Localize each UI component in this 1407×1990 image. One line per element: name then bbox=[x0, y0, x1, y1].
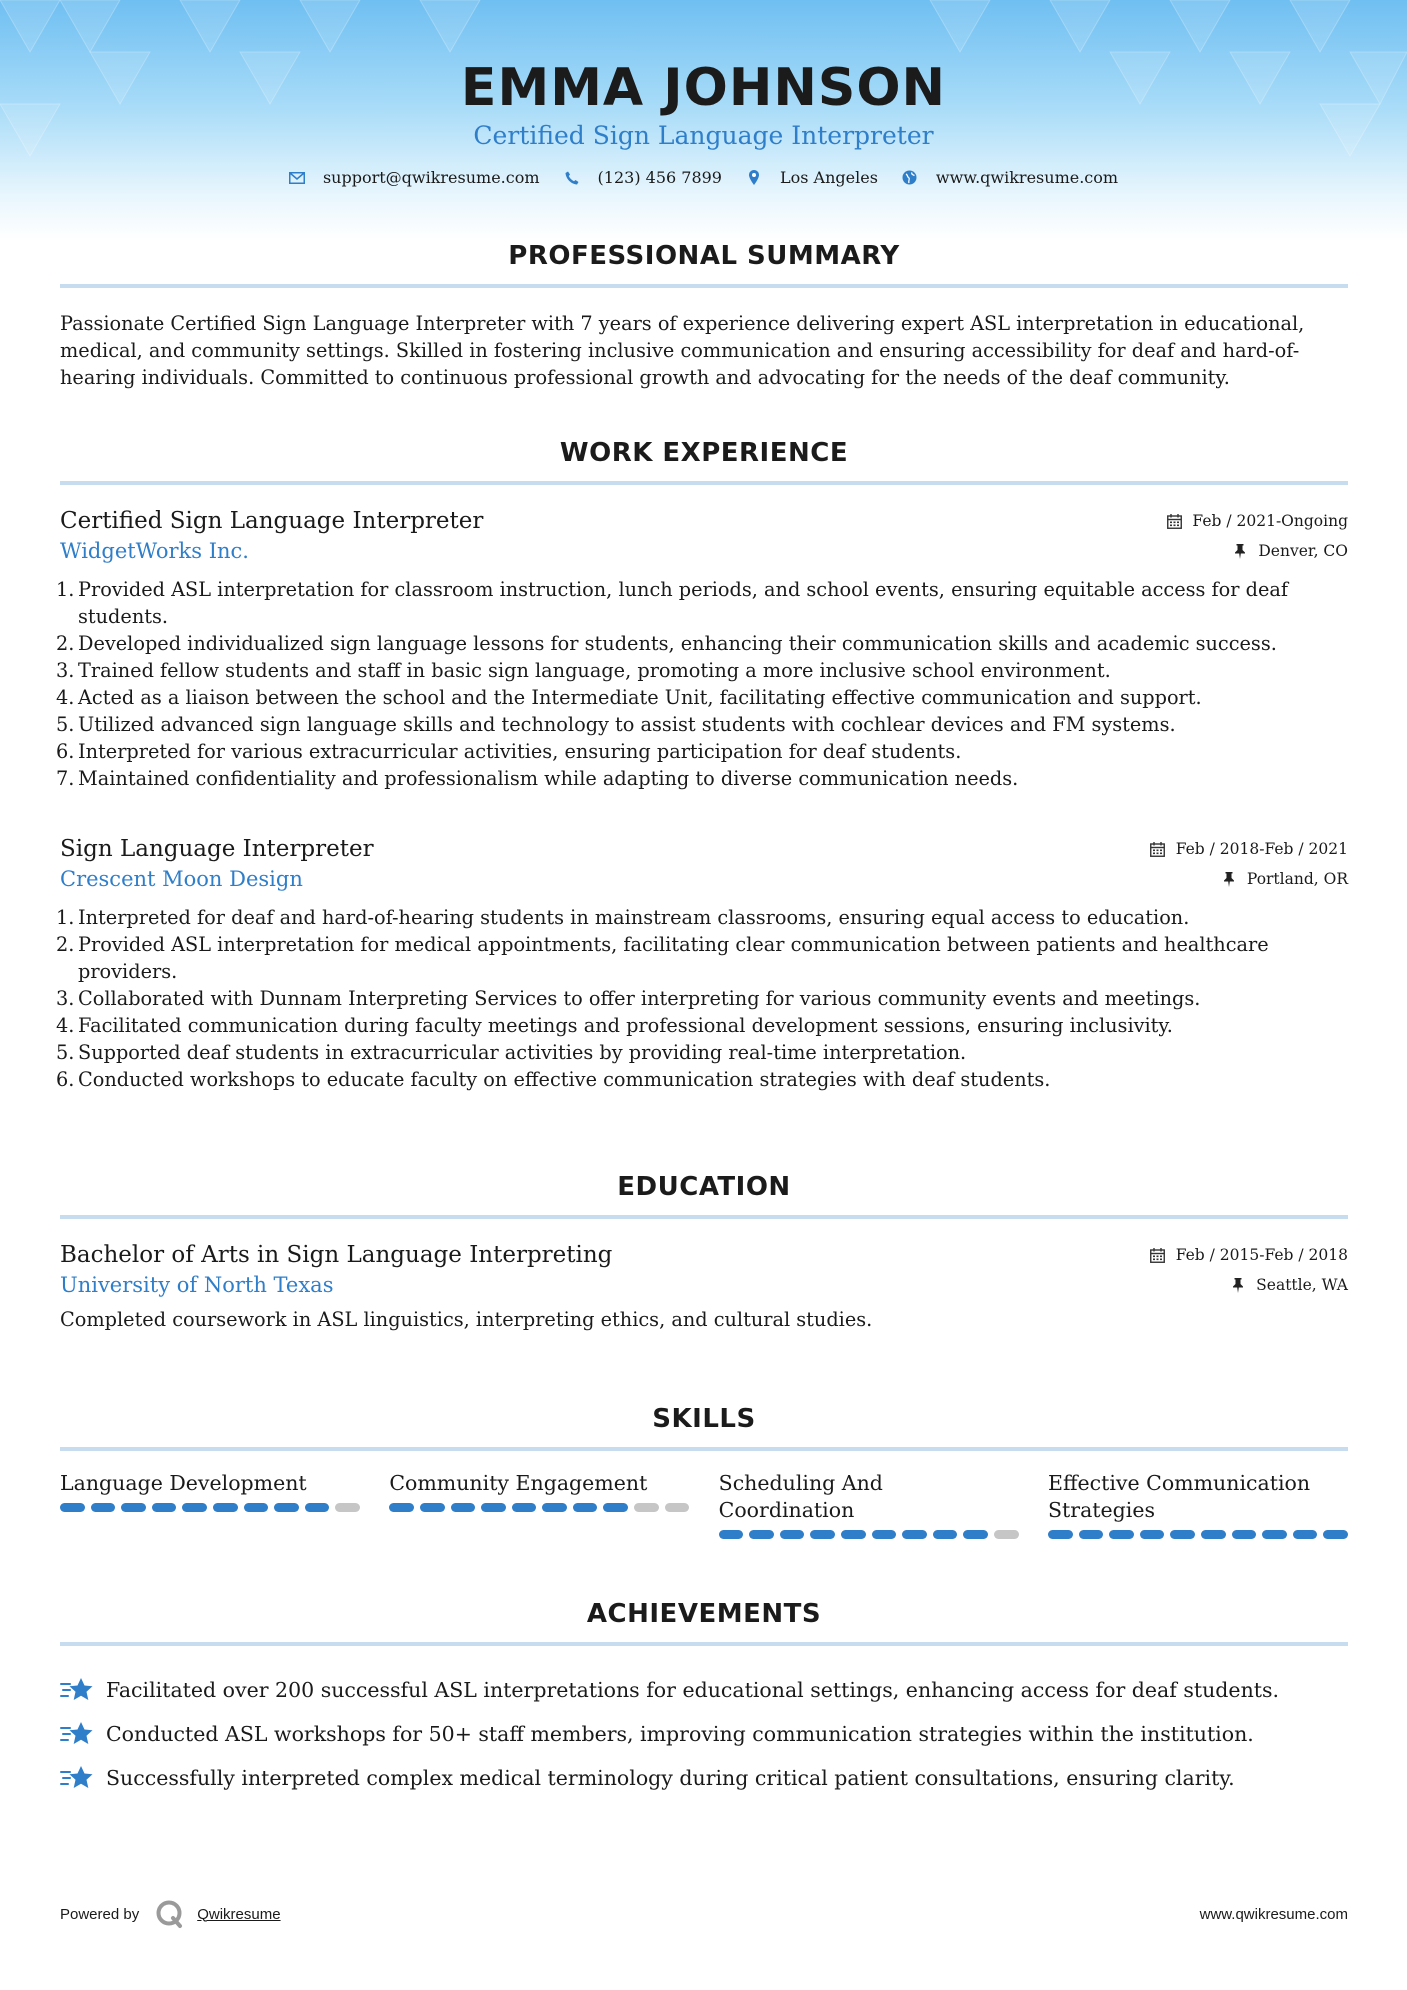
achievements-list bbox=[60, 1668, 1348, 1800]
job-location-text: Denver, CO bbox=[1258, 542, 1348, 560]
contact-website[interactable] bbox=[902, 168, 1118, 187]
skill-segment-filled bbox=[420, 1503, 445, 1512]
education-section-header bbox=[60, 1171, 1348, 1219]
skill-level-bar bbox=[1048, 1530, 1348, 1539]
skill-name: Effective Communication Strategies bbox=[1047, 1471, 1311, 1522]
list-item: 5. Supported deaf students in extracurricular activities by providing real-time interpretation. bbox=[56, 1041, 967, 1064]
skill-item bbox=[1048, 1470, 1348, 1539]
job-entry bbox=[56, 506, 1348, 792]
skill-segment-filled bbox=[603, 1503, 628, 1512]
footer-url[interactable]: www.qwikresume.com bbox=[1199, 1906, 1348, 1923]
list-item: 7. Maintained confidentiality and professionalism while adapting to diverse communication needs. bbox=[56, 767, 1019, 790]
education-dates-text: Feb / 2015-Feb / 2018 bbox=[1175, 1246, 1348, 1264]
skill-segment-filled bbox=[810, 1530, 835, 1539]
list-item: 3. Trained fellow students and staff in basic sign language, promoting a more inclusive school environment. bbox=[56, 659, 1111, 682]
skill-segment-filled bbox=[749, 1530, 774, 1539]
skill-segment-filled bbox=[451, 1503, 476, 1512]
skill-segment-filled bbox=[213, 1503, 238, 1512]
qwikresume-link[interactable]: Qwikresume bbox=[197, 1905, 281, 1923]
skill-segment-filled bbox=[780, 1530, 805, 1539]
skill-item bbox=[719, 1470, 1019, 1539]
skill-segment-filled bbox=[512, 1503, 537, 1512]
education-location bbox=[1230, 1276, 1348, 1294]
achievement-text: Facilitated over 200 successful ASL interpretations for educational settings, enhancing access for deaf students. bbox=[106, 1677, 1280, 1702]
skill-segment-empty bbox=[634, 1503, 659, 1512]
skill-segment-filled bbox=[182, 1503, 207, 1512]
list-item: 2. Provided ASL interpretation for medical appointments, facilitating clear communication between patients and healthcare providers. bbox=[56, 933, 1269, 983]
contact-email[interactable] bbox=[289, 168, 540, 187]
skills-grid bbox=[60, 1470, 1348, 1539]
skill-segment-empty bbox=[994, 1530, 1019, 1539]
education-description: Completed coursework in ASL linguistics, interpreting ethics, and cultural studies. bbox=[60, 1308, 873, 1331]
list-item: 6. Conducted workshops to educate faculty on effective communication strategies with deaf students. bbox=[56, 1068, 1051, 1091]
calendar-icon bbox=[1166, 513, 1182, 529]
job-location-text: Portland, OR bbox=[1246, 870, 1348, 888]
skill-item bbox=[60, 1470, 360, 1539]
skill-segment-filled bbox=[542, 1503, 567, 1512]
candidate-title: Certified Sign Language Interpreter bbox=[473, 121, 934, 150]
skill-segment-empty bbox=[665, 1503, 690, 1512]
job-company: WidgetWorks Inc. bbox=[60, 539, 249, 563]
skill-segment-filled bbox=[121, 1503, 146, 1512]
section-divider bbox=[60, 1215, 1348, 1219]
achievements-heading: ACHIEVEMENTS bbox=[586, 1599, 822, 1629]
skill-segment-filled bbox=[872, 1530, 897, 1539]
globe-icon bbox=[902, 170, 918, 186]
school-name: University of North Texas bbox=[60, 1273, 334, 1297]
skill-segment-filled bbox=[841, 1530, 866, 1539]
section-divider bbox=[60, 1642, 1348, 1646]
shooting-star-icon bbox=[60, 1719, 94, 1749]
skill-segment-filled bbox=[902, 1530, 927, 1539]
skill-segment-filled bbox=[1323, 1530, 1348, 1539]
job-dates bbox=[1166, 512, 1348, 530]
list-item: 6. Interpreted for various extracurricular activities, ensuring participation for deaf students. bbox=[56, 740, 962, 763]
phone-icon bbox=[564, 170, 580, 186]
contact-row bbox=[0, 168, 1407, 187]
map-marker-icon bbox=[746, 170, 762, 186]
job-location bbox=[1232, 542, 1348, 560]
skill-segment-filled bbox=[244, 1503, 269, 1512]
skill-item bbox=[389, 1470, 689, 1539]
skill-segment-filled bbox=[1293, 1530, 1318, 1539]
footer-powered-by bbox=[60, 1899, 281, 1929]
skill-level-bar bbox=[719, 1530, 1019, 1539]
summary-text: Passionate Certified Sign Language Interpreter with 7 years of experience delivering expert ASL interpretation in educational, medical, and community settings. Skilled in fostering inclusive communication and ensuring accessibility for deaf and hard-of-hearing individuals. Committed to continuous professional growth and advocating for the needs of the deaf community. bbox=[60, 312, 1305, 389]
education-dates bbox=[1150, 1246, 1348, 1264]
summary-section-header bbox=[60, 240, 1348, 288]
summary-heading: PROFESSIONAL SUMMARY bbox=[508, 241, 900, 271]
job-title: Sign Language Interpreter bbox=[60, 836, 374, 862]
skills-section-header bbox=[60, 1403, 1348, 1451]
contact-website-text: www.qwikresume.com bbox=[935, 168, 1119, 187]
skill-segment-filled bbox=[1079, 1530, 1104, 1539]
candidate-name: EMMA JOHNSON bbox=[460, 58, 947, 118]
achievement-item bbox=[60, 1668, 1348, 1712]
skill-segment-filled bbox=[1140, 1530, 1165, 1539]
job-bullet-list bbox=[56, 904, 1348, 1093]
pushpin-icon bbox=[1221, 871, 1237, 887]
list-item: 4. Facilitated communication during faculty meetings and professional development sessions, ensuring inclusivity. bbox=[56, 1014, 1173, 1037]
section-divider bbox=[60, 481, 1348, 485]
job-location bbox=[1221, 870, 1348, 888]
qwikresume-logo-icon bbox=[155, 1899, 185, 1929]
achievement-text: Conducted ASL workshops for 50+ staff members, improving communication strategies within the institution. bbox=[106, 1721, 1254, 1746]
contact-phone-text: (123) 456 7899 bbox=[597, 168, 722, 187]
powered-by-label: Powered by bbox=[60, 1905, 140, 1923]
list-item: 1. Provided ASL interpretation for classroom instruction, lunch periods, and school events, ensuring equitable access for deaf students. bbox=[56, 578, 1289, 628]
skill-level-bar bbox=[60, 1503, 360, 1512]
skill-segment-filled bbox=[389, 1503, 414, 1512]
job-bullet-list bbox=[56, 576, 1348, 792]
section-divider bbox=[60, 284, 1348, 288]
achievement-text: Successfully interpreted complex medical terminology during critical patient consultations, ensuring clarity. bbox=[106, 1765, 1235, 1790]
pushpin-icon bbox=[1230, 1277, 1246, 1293]
skill-name: Language Development bbox=[60, 1471, 307, 1495]
experience-section-header bbox=[60, 437, 1348, 485]
list-item: 1. Interpreted for deaf and hard-of-hearing students in mainstream classrooms, ensuring equal access to education. bbox=[56, 906, 1190, 929]
job-entry bbox=[56, 834, 1348, 1093]
list-item: 4. Acted as a liaison between the school and the Intermediate Unit, facilitating effective communication and support. bbox=[56, 686, 1202, 709]
envelope-icon bbox=[289, 170, 305, 186]
shooting-star-icon bbox=[60, 1763, 94, 1793]
skill-segment-filled bbox=[1109, 1530, 1134, 1539]
skill-name: Community Engagement bbox=[389, 1471, 648, 1495]
skill-segment-filled bbox=[1048, 1530, 1073, 1539]
skill-segment-filled bbox=[1170, 1530, 1195, 1539]
skill-segment-filled bbox=[481, 1503, 506, 1512]
section-divider bbox=[60, 1447, 1348, 1451]
education-heading: EDUCATION bbox=[617, 1172, 791, 1202]
pushpin-icon bbox=[1232, 543, 1248, 559]
skill-segment-empty bbox=[335, 1503, 360, 1512]
education-entry bbox=[60, 1240, 1348, 1333]
list-item: 5. Utilized advanced sign language skills and technology to assist students with cochlear devices and FM systems. bbox=[56, 713, 1176, 736]
achievement-item bbox=[60, 1756, 1348, 1800]
job-dates-text: Feb / 2021-Ongoing bbox=[1192, 512, 1348, 530]
job-title: Certified Sign Language Interpreter bbox=[60, 508, 484, 534]
calendar-icon bbox=[1150, 841, 1166, 857]
skill-segment-filled bbox=[1201, 1530, 1226, 1539]
job-dates bbox=[1150, 840, 1348, 858]
skill-segment-filled bbox=[60, 1503, 85, 1512]
achievement-item bbox=[60, 1712, 1348, 1756]
list-item: 2. Developed individualized sign language lessons for students, enhancing their communication skills and academic success. bbox=[56, 632, 1277, 655]
achievements-section-header bbox=[60, 1598, 1348, 1646]
contact-location bbox=[746, 168, 878, 187]
shooting-star-icon bbox=[60, 1675, 94, 1705]
job-company: Crescent Moon Design bbox=[60, 867, 303, 891]
education-location-text: Seattle, WA bbox=[1256, 1276, 1348, 1294]
skill-segment-filled bbox=[305, 1503, 330, 1512]
contact-location-text: Los Angeles bbox=[779, 168, 878, 187]
list-item: 3. Collaborated with Dunnam Interpreting Services to offer interpreting for various community events and meetings. bbox=[56, 987, 1201, 1010]
contact-phone[interactable] bbox=[564, 168, 722, 187]
skill-segment-filled bbox=[152, 1503, 177, 1512]
skill-segment-filled bbox=[91, 1503, 116, 1512]
skills-heading: SKILLS bbox=[652, 1404, 756, 1434]
skill-level-bar bbox=[389, 1503, 689, 1512]
skill-segment-filled bbox=[719, 1530, 744, 1539]
contact-email-text: support@qwikresume.com bbox=[322, 168, 540, 187]
skill-segment-filled bbox=[1232, 1530, 1257, 1539]
skill-segment-filled bbox=[1262, 1530, 1287, 1539]
skill-name: Scheduling And Coordination bbox=[718, 1471, 883, 1522]
skill-segment-filled bbox=[274, 1503, 299, 1512]
degree-title: Bachelor of Arts in Sign Language Interpreting bbox=[60, 1242, 613, 1268]
skill-segment-filled bbox=[933, 1530, 958, 1539]
skill-segment-filled bbox=[573, 1503, 598, 1512]
job-dates-text: Feb / 2018-Feb / 2021 bbox=[1175, 840, 1348, 858]
skill-segment-filled bbox=[963, 1530, 988, 1539]
resume-header bbox=[0, 58, 1407, 187]
experience-heading: WORK EXPERIENCE bbox=[559, 438, 849, 468]
calendar-icon bbox=[1150, 1247, 1166, 1263]
